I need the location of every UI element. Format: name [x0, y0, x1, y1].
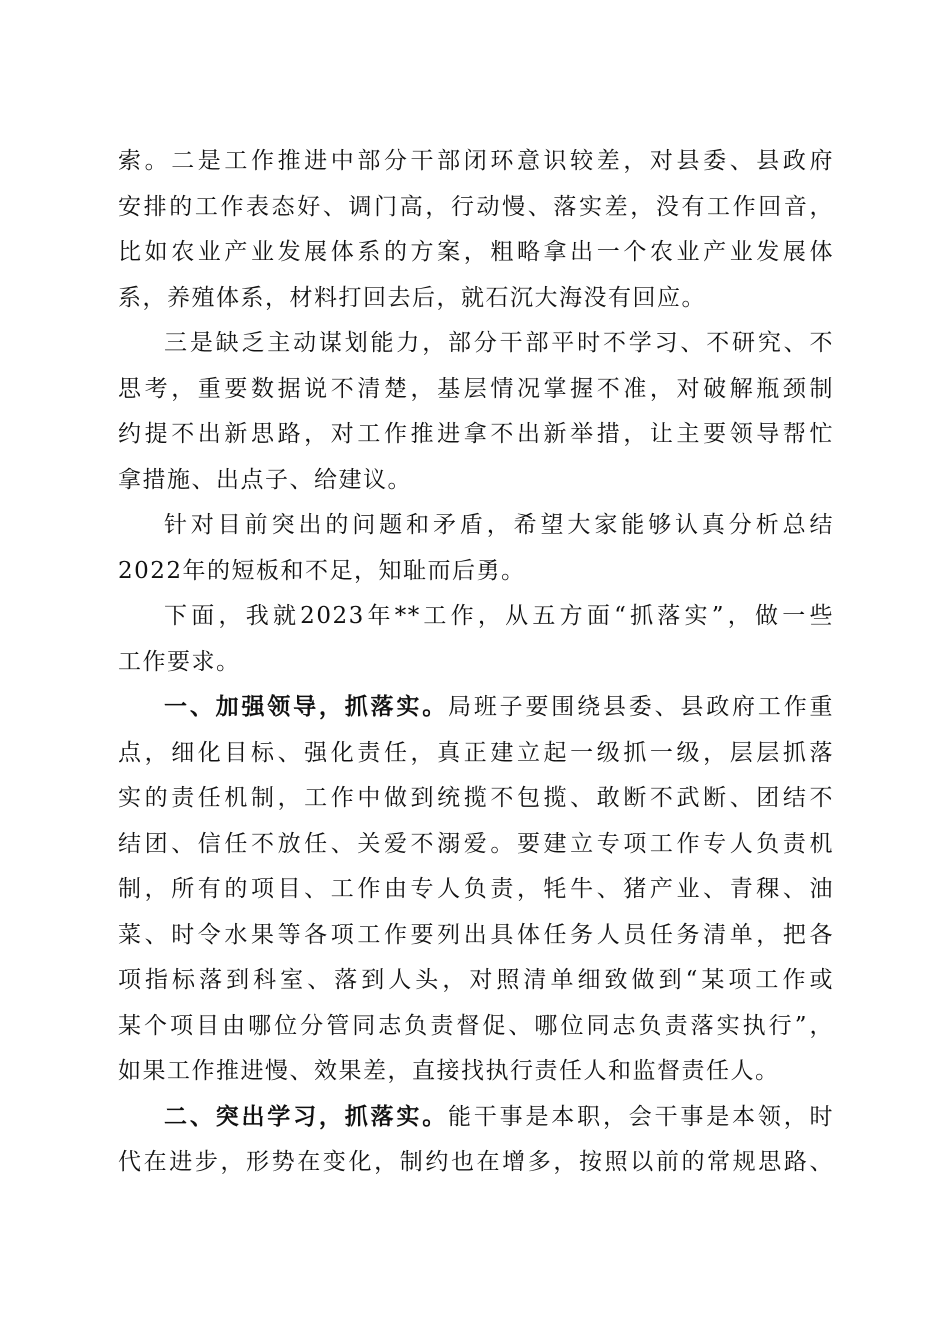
document-body [118, 139, 834, 1186]
text-line: 项指标落到科室、落到人头，对照清单细致做到“某项工作或 [118, 967, 834, 993]
text-line: 制，所有的项目、工作由专人负责，牦牛、猪产业、青稞、油 [118, 876, 834, 902]
text-line: 2022年的短板和不足，知耻而后勇。 [118, 557, 526, 584]
text-line: 比如农业产业发展体系的方案，粗略拿出一个农业产业发展体 [118, 239, 834, 265]
text-line: 索。二是工作推进中部分干部闭环意识较差，对县委、县政府 [118, 148, 834, 174]
section-heading-line [118, 1095, 834, 1141]
text-line: 工作要求。 [118, 648, 241, 675]
text-line: 系，养殖体系，材料打回去后，就石沉大海没有回应。 [118, 284, 706, 311]
section-heading: 一、加强领导，抓落实。 [164, 694, 449, 720]
text-line: 针对目前突出的问题和矛盾，希望大家能够认真分析总结 [164, 512, 834, 538]
text-line: 拿措施、出点子、给建议。 [118, 466, 412, 493]
text-line: 某个项目由哪位分管同志负责督促、哪位同志负责落实执行”， [118, 1012, 834, 1039]
text-line: 下面，我就2023年**工作，从五方面“抓落实”，做一些 [164, 603, 834, 629]
text-line: 安排的工作表态好、调门高，行动慢、落实差，没有工作回音， [118, 193, 834, 220]
text-line: 点，细化目标、强化责任，真正建立起一级抓一级，层层抓落 [118, 739, 834, 766]
text-line: 结团、信任不放任、关爱不溺爱。要建立专项工作专人负责机 [118, 830, 834, 857]
text-line: 思考，重要数据说不清楚，基层情况掌握不准，对破解瓶颈制 [118, 375, 834, 402]
text-line: 如果工作推进慢、效果差，直接找执行责任人和监督责任人。 [118, 1058, 780, 1084]
section-text: 局班子要围绕县委、县政府工作重 [448, 694, 834, 720]
section-heading-line [118, 685, 834, 731]
section-heading: 二、突出学习，抓落实。 [164, 1103, 449, 1130]
text-line: 约提不出新思路，对工作推进拿不出新举措，让主要领导帮忙 [118, 421, 834, 447]
text-line: 三是缺乏主动谋划能力，部分干部平时不学习、不研究、不 [164, 330, 834, 356]
text-line: 实的责任机制，工作中做到统揽不包揽、敢断不武断、团结不 [118, 785, 834, 811]
section-text: 能干事是本职，会干事是本领，时 [448, 1103, 834, 1130]
text-line: 代在进步，形势在变化，制约也在增多，按照以前的常规思路、 [118, 1149, 834, 1175]
text-line: 菜、时令水果等各项工作要列出具体任务人员任务清单，把各 [118, 921, 834, 948]
